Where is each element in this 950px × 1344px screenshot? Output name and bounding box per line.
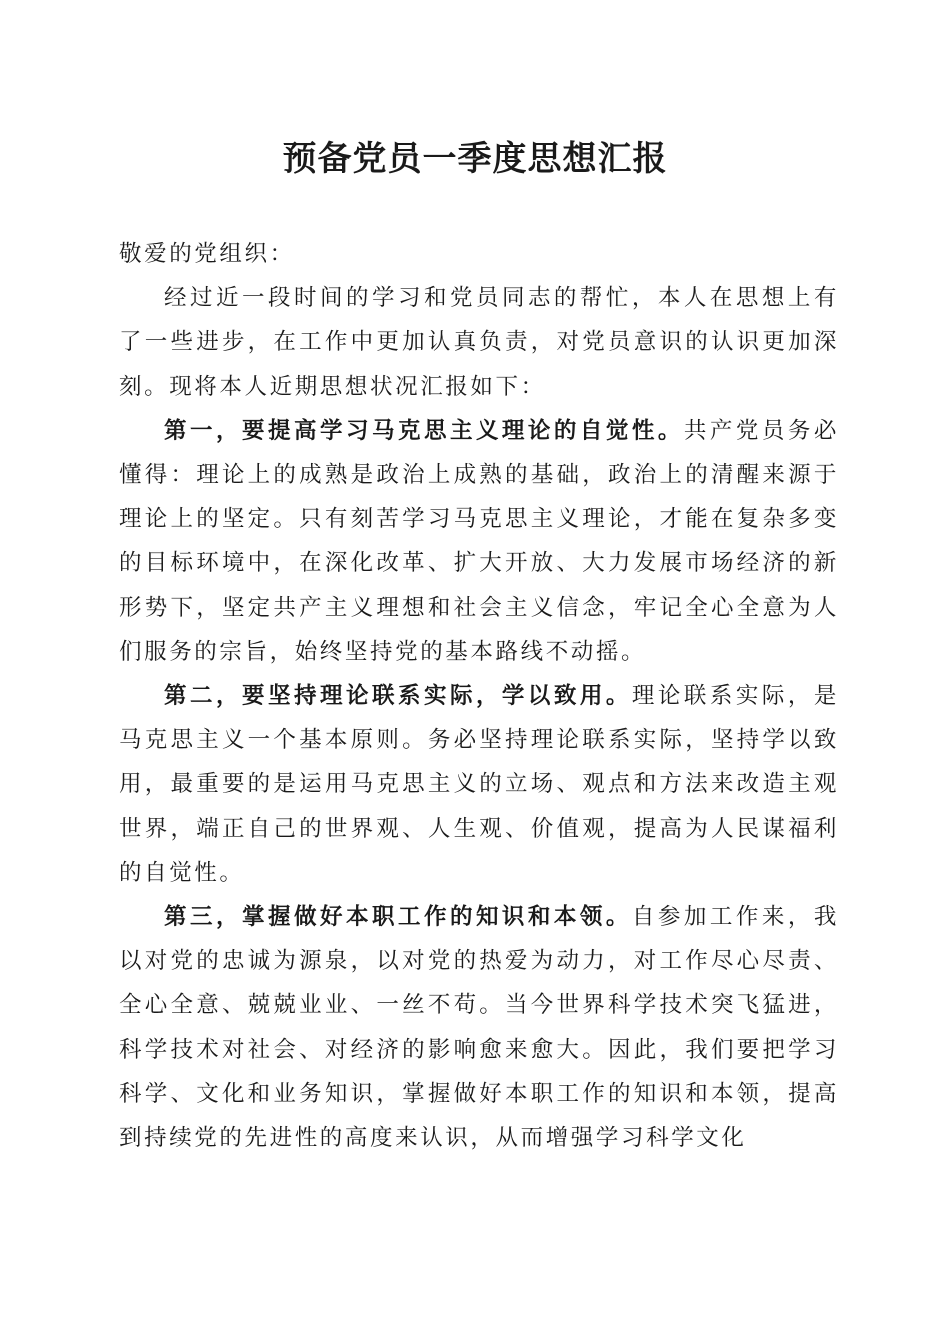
document-title: 预备党员一季度思想汇报 — [282, 139, 668, 179]
paragraph-text: 共产党员务必懂得：理论上的成熟是政治上成熟的基础，政治上的清醒来源于理论上的坚定。只有刻苦学习马克思主义理论，才能在复杂多变的目标环境中，在深化改革、扩大开放、大力发展市场经济的新形势下，坚定共产主义理想和社会主义信念，牢记全心全意为人们服务的宗旨，始终坚持党的基本路线不动摇。 — [119, 417, 839, 665]
paragraph-text: 理论联系实际，是马克思主义一个基本原则。务必坚持理论联系实际，坚持学以致用，最重要的是运用马克思主义的立场、观点和方法来改造主观世界，端正自己的世界观、人生观、价值观，提高为人民谋福利的自觉性。 — [119, 683, 839, 886]
paragraph-intro — [119, 276, 839, 409]
paragraph-point-3 — [119, 895, 839, 1160]
paragraph-lead: 第三，掌握做好本职工作的知识和本领。 — [164, 904, 632, 931]
paragraph-lead: 第二，要坚持理论联系实际，学以致用。 — [164, 683, 632, 710]
paragraph-text: 自参加工作来，我以对党的忠诚为源泉，以对党的热爱为动力，对工作尽心尽责、全心全意、兢兢业业、一丝不苟。当今世界科学技术突飞猛进，科学技术对社会、对经济的影响愈来愈大。因此，我们要把学习科学、文化和业务知识，掌握做好本职工作的知识和本领，提高到持续党的先进性的高度来认识，从而增强学习科学文化 — [119, 904, 839, 1152]
paragraph-point-2 — [119, 674, 839, 895]
paragraph-lead: 第一，要提高学习马克思主义理论的自觉性。 — [164, 417, 684, 444]
salutation: 敬爱的党组织： — [119, 241, 295, 267]
document-body — [119, 232, 839, 1160]
paragraph-point-1 — [119, 409, 839, 674]
paragraph-text: 经过近一段时间的学习和党员同志的帮忙，本人在思想上有了一些进步，在工作中更加认真负责，对党员意识的认识更加深刻。现将本人近期思想状况汇报如下： — [119, 285, 839, 400]
